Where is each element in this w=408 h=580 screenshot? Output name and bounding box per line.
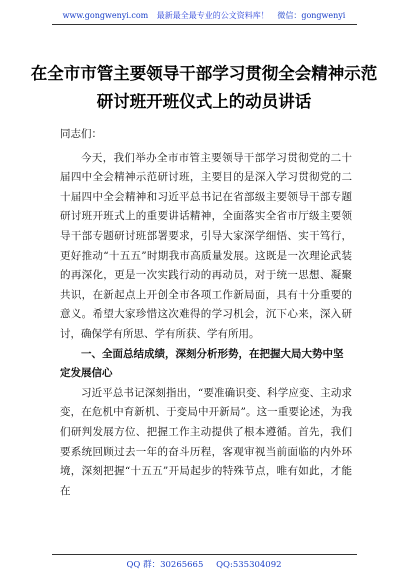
greeting: 同志们： [60, 128, 102, 140]
footer-qq-group: QQ 群：30265665 [126, 560, 204, 570]
section-heading-1: 一、全面总结成绩，深刻分析形势，在把握大局大势中坚定发展信心 [60, 347, 344, 380]
header-site: www.gongwenyi.com [62, 11, 149, 20]
page-header [0, 10, 408, 21]
paragraph-section-1: 习近平总书记深刻指出，“要准确识变、科学应变、主动求变，在危机中育新机、于变局中开新局”。这一重要论述，为我们研判发展方位、把握工作主动提供了根本遵循。首先，我们要系统回顾过去一年的奋斗历程，客观审视当前面临的内外环境，深刻把握“十五五”开局起步的特殊节点，唯有如此，才能在 [60, 386, 352, 497]
footer-rule [52, 554, 357, 555]
header-wechat: 微信：gongwenyi [277, 11, 346, 20]
document-title: 在全市市管主要领导干部学习贯彻全会精神示范研讨班开班仪式上的动员讲话 [30, 64, 378, 111]
document-body [60, 125, 352, 501]
header-rule [52, 24, 357, 25]
footer-qq: QQ:535304092 [216, 560, 282, 570]
header-tagline: 最新最全最专业的公文资料库！ [156, 11, 269, 20]
page-footer [0, 558, 408, 570]
paragraph-intro: 今天，我们举办全市市管主要领导干部学习贯彻党的二十届四中全会精神示范研讨班，主要目的是深入学习贯彻党的二十届四中全会精神和习近平总书记在省部级主要领导干部专题研讨班开班式上的重要讲话精神，全面落实全省市厅级主要领导干部专题研讨班部署要求，引导大家深学细悟、实干笃行，更好推动“十五五”时期我市高质量发展。这既是一次理论武装的再深化，更是一次实践行动的再动员，对于统一思想、凝聚共识，在新起点上开创全市各项工作新局面，具有十分重要的意义。希望大家珍惜这次难得的学习机会，沉下心来，深入研讨，确保学有所思、学有所获、学有所用。 [60, 151, 352, 340]
